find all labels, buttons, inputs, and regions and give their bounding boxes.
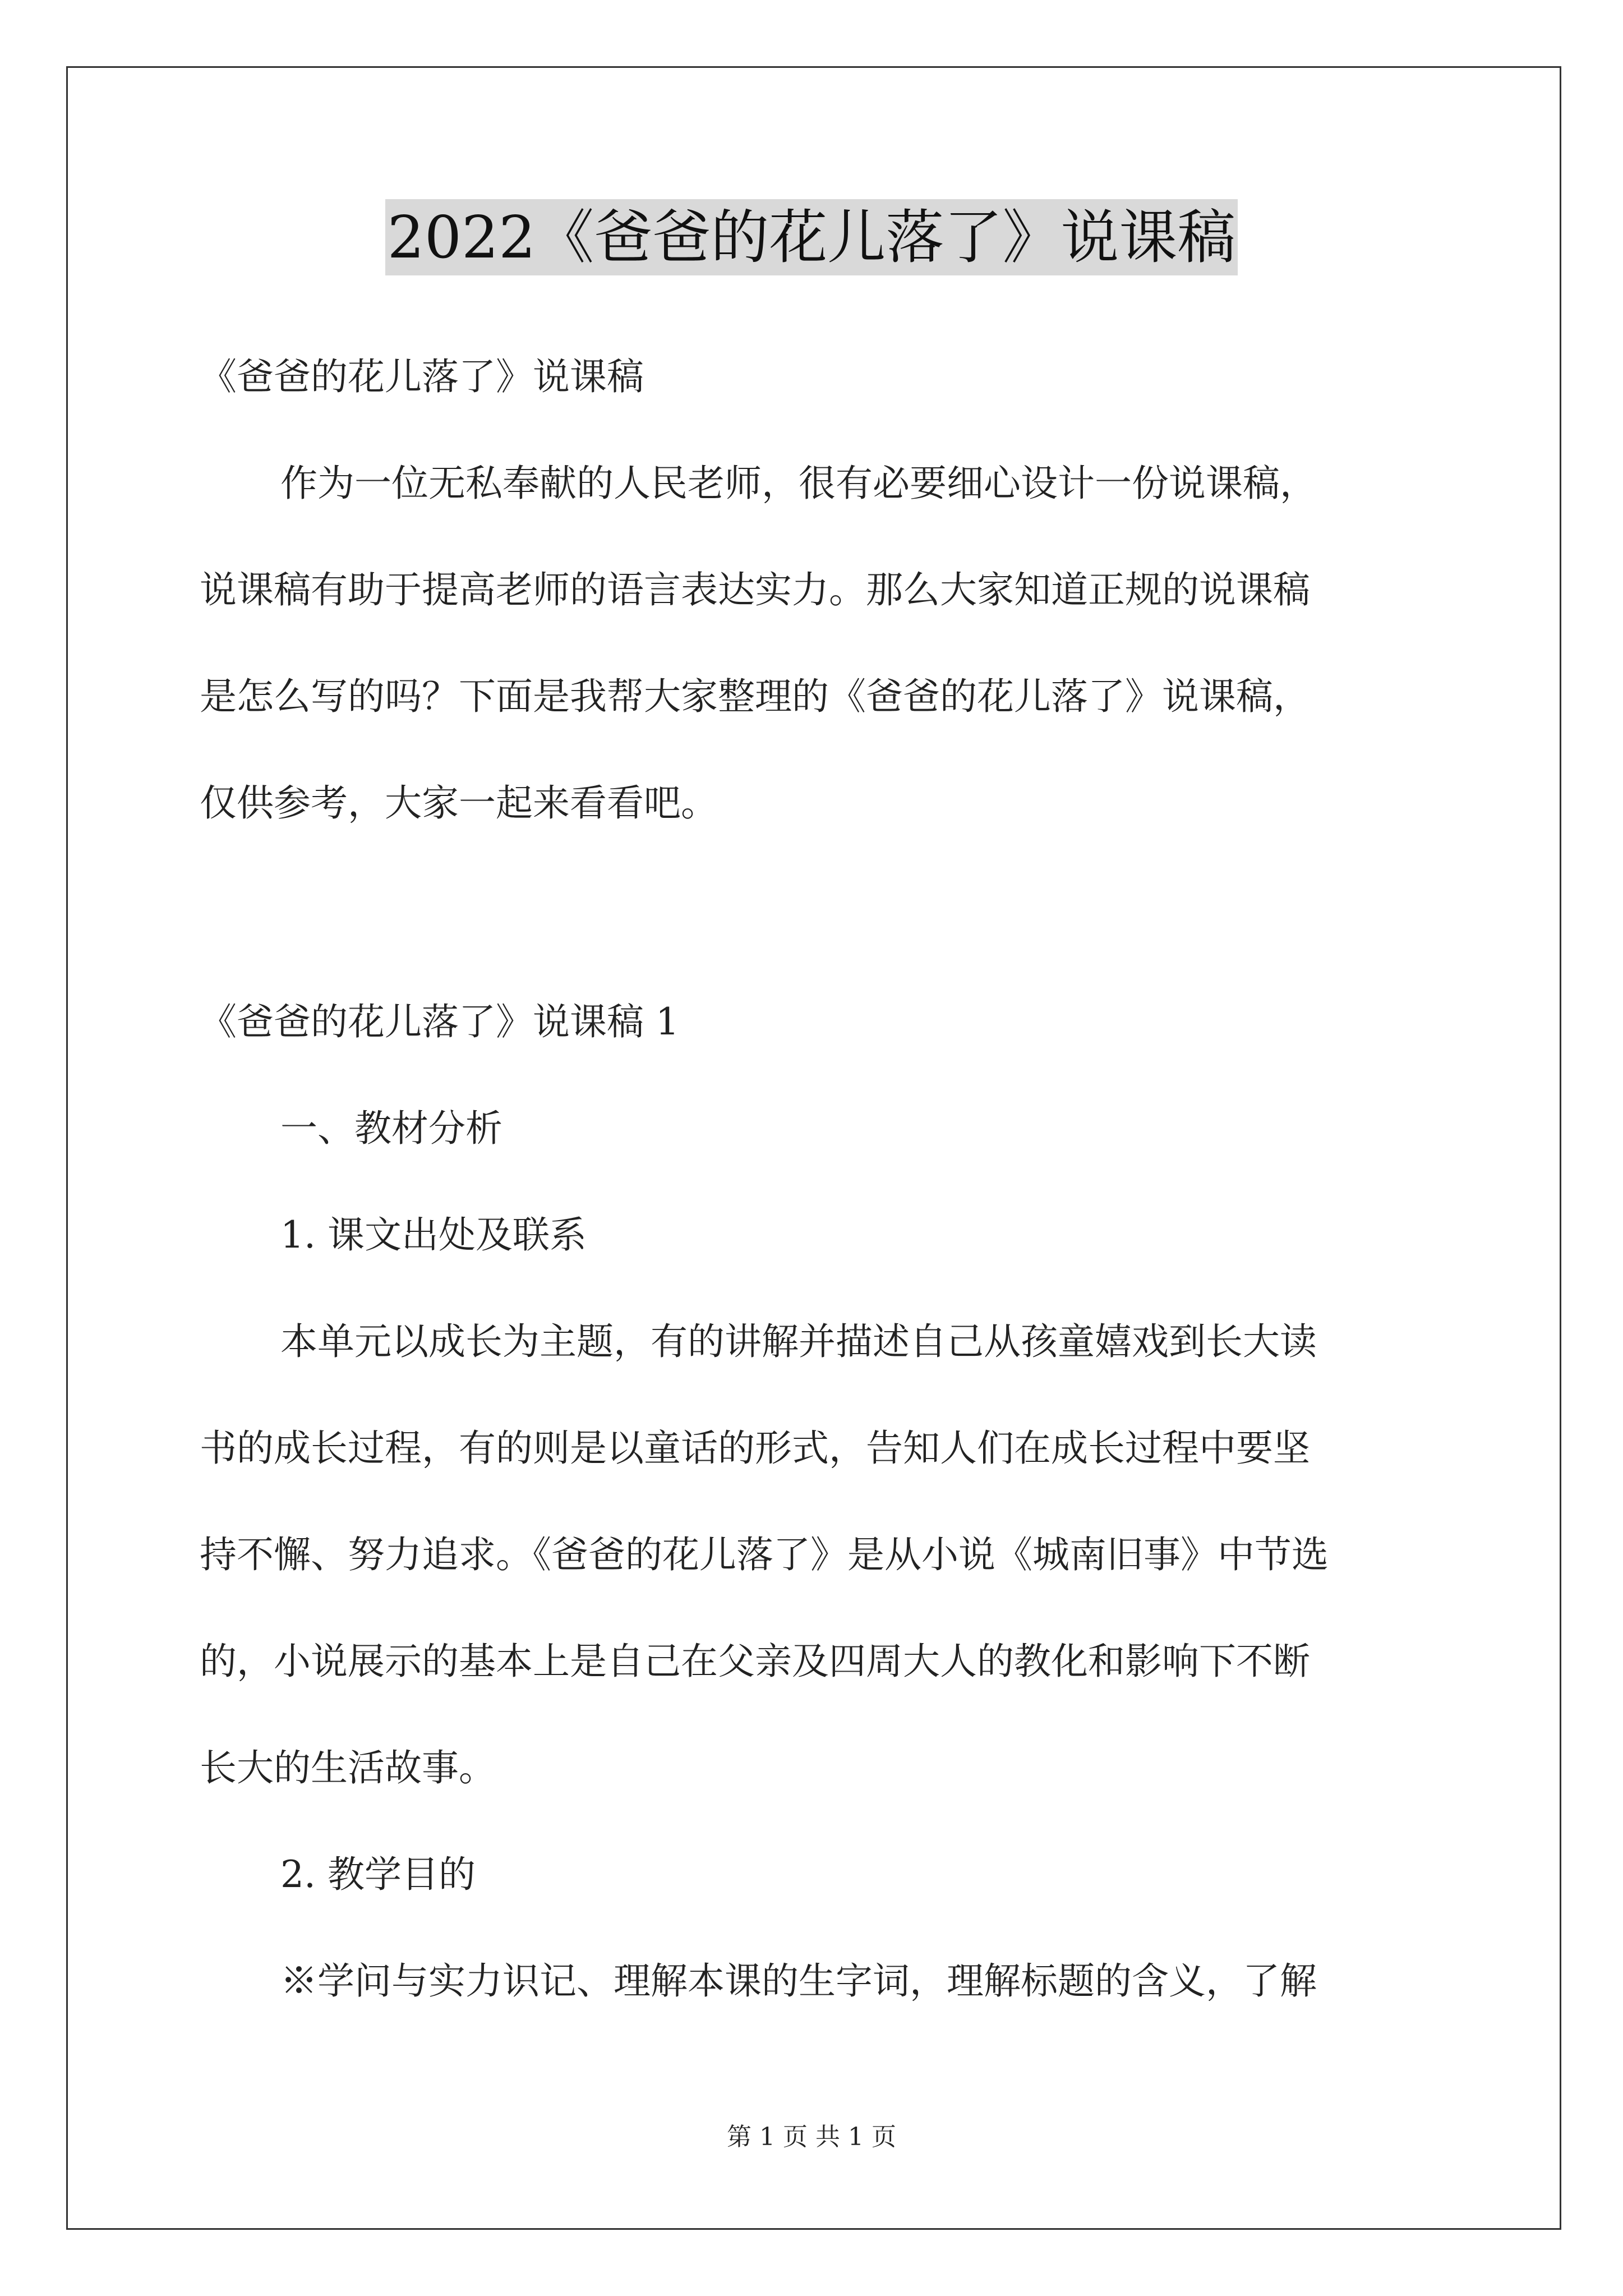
document-title: 2022《爸爸的花儿落了》说课稿 [385,199,1238,275]
intro-line-4: 仅供参考，大家一起来看看吧。 [200,781,718,825]
title-area [0,199,1623,275]
intro-line-2: 说课稿有助于提高老师的语言表达实力。那么大家知道正规的说课稿 [200,568,1310,611]
para2-line-1: ※学问与实力识记、理解本课的生字词，理解标题的含义，了解 [280,1959,1317,2003]
para1-line-3: 持不懈、努力追求。《爸爸的花儿落了》是从小说《城南旧事》中节选 [200,1533,1329,1576]
sub-heading-1: 1. 课文出处及联系 [280,1213,587,1257]
para1-line-2: 书的成长过程，有的则是以童话的形式，告知人们在成长过程中要坚 [200,1427,1310,1470]
part-heading: 一、教材分析 [280,1107,502,1150]
para1-line-5: 长大的生活故事。 [200,1746,496,1789]
para1-line-1: 本单元以成长为主题，有的讲解并描述自己从孩童嬉戏到长大读 [280,1320,1317,1363]
intro-line-1: 作为一位无私奉献的人民老师，很有必要细心设计一份说课稿， [280,462,1317,505]
intro-line-3: 是怎么写的吗？下面是我帮大家整理的《爸爸的花儿落了》说课稿， [200,675,1310,718]
section-heading: 《爸爸的花儿落了》说课稿 1 [200,1000,679,1043]
page-footer: 第 1 页 共 1 页 [727,2123,896,2151]
sub-heading-2: 2. 教学目的 [280,1853,476,1896]
para1-line-4: 的，小说展示的基本上是自己在父亲及四周大人的教化和影响下不断 [200,1640,1310,1683]
document-subtitle: 《爸爸的花儿落了》说课稿 [200,355,644,398]
